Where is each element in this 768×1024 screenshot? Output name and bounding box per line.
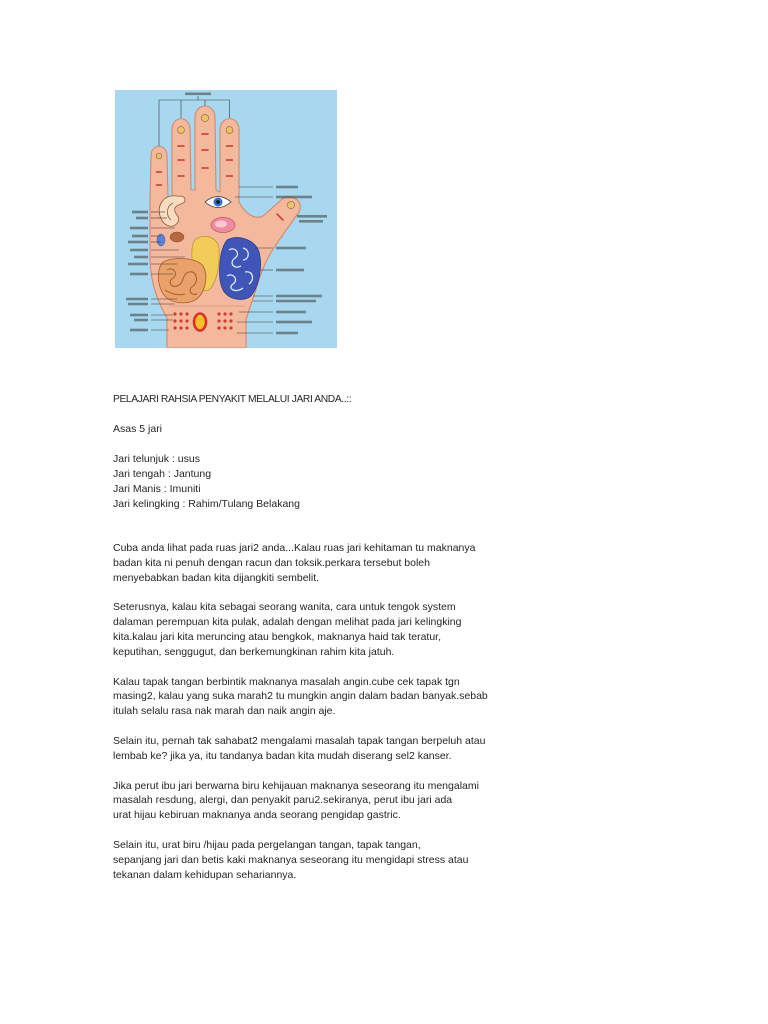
paragraph-line: urat hijau kebiruan maknanya anda seorang pengidap gastric. xyxy=(113,809,401,822)
wrist-dot xyxy=(229,326,232,329)
paragraph-line: menyebabkan badan kita dijangkiti sembelit. xyxy=(113,571,320,584)
wrist-dot xyxy=(185,326,188,329)
thumb-tip-point xyxy=(287,201,294,208)
paragraph xyxy=(113,779,673,824)
paragraph-line: Jika perut ibu jari berwarna biru kehijauan maknanya seseorang itu mengalami xyxy=(113,779,479,792)
tiny-label-mark xyxy=(126,298,148,301)
paragraph-line: lembab ke? jika ya, itu tandanya badan kita mudah diserang sel2 kanser. xyxy=(113,749,452,762)
paragraph-line: Cuba anda lihat pada ruas jari2 anda...Kalau ruas jari kehitaman tu maknanya xyxy=(113,542,476,555)
paragraph-line: dalaman perempuan kita pulak, adalah dengan melihat pada jari kelingking xyxy=(113,616,462,629)
hand-reflexology-figure xyxy=(115,90,337,348)
paragraph-line: masing2, kalau yang suka marah2 tu mungkin angin dalam badan banyak.sebab xyxy=(113,690,488,703)
lung-organ xyxy=(220,238,261,300)
finger-list-item: Jari Manis : Imuniti xyxy=(113,482,201,495)
wrist-dot xyxy=(229,319,232,322)
tiny-label-mark xyxy=(185,93,211,96)
paragraph xyxy=(113,734,673,764)
tiny-label-mark xyxy=(130,273,148,276)
tiny-label-mark xyxy=(128,263,148,266)
tiny-label-mark xyxy=(128,241,148,244)
little-finger-tip-point xyxy=(156,153,162,159)
paragraph-line: sepanjang jari dan betis kaki maknanya seseorang itu mengidapi stress atau xyxy=(113,853,469,866)
tiny-label-mark xyxy=(276,311,306,314)
tiny-label-mark xyxy=(134,256,148,259)
wrist-dot xyxy=(185,312,188,315)
index-finger-tip-point xyxy=(226,127,233,134)
paragraph-line: kita.kalau jari kita meruncing atau bengkok, maknanya haid tak teratur, xyxy=(113,631,442,644)
throat-organ xyxy=(211,218,235,233)
middle-finger-tip-point xyxy=(201,114,208,121)
wrist-dot xyxy=(223,326,226,329)
wrist-dot xyxy=(185,319,188,322)
paragraph-line: Selain itu, pernah tak sahabat2 mengalami masalah tapak tangan berpeluh atau xyxy=(113,735,486,747)
tiny-label-mark xyxy=(276,295,322,298)
tiny-label-mark xyxy=(276,269,304,272)
paragraph xyxy=(113,541,673,586)
tiny-label-mark xyxy=(276,247,306,250)
wrist-dot xyxy=(173,326,176,329)
tiny-label-mark xyxy=(276,196,312,199)
wrist-dot xyxy=(179,326,182,329)
tiny-label-mark xyxy=(130,227,148,230)
paragraph-line: Selain itu, urat biru /hijau pada pergelangan tangan, tapak tangan, xyxy=(113,838,421,851)
wrist-dot xyxy=(217,326,220,329)
paragraph-line: masalah resdung, alergi, dan penyakit paru2.sekiranya, perut ibu jari ada xyxy=(113,794,453,807)
tiny-label-mark xyxy=(299,220,323,223)
gall-bladder-organ xyxy=(170,232,184,242)
tiny-label-mark xyxy=(297,215,327,218)
paragraph-line: keputihan, senggugut, dan berkemungkinan rahim kita jatuh. xyxy=(113,645,395,658)
tiny-label-mark xyxy=(276,321,312,324)
paragraph-line: itulah selalu rasa nak marah dan naik angin aje. xyxy=(113,705,336,718)
wrist-dot xyxy=(229,312,232,315)
wrist-dot xyxy=(179,319,182,322)
wrist-center-marker xyxy=(194,314,206,331)
eye-pupil xyxy=(216,200,220,204)
section-subtitle: Asas 5 jari xyxy=(113,423,163,436)
wrist-dot xyxy=(173,319,176,322)
tiny-label-mark xyxy=(132,235,148,238)
ring-finger-tip-point xyxy=(178,127,185,134)
wrist-dot xyxy=(223,312,226,315)
tiny-label-mark xyxy=(276,332,298,335)
paragraph-line: Seterusnya, kalau kita sebagai seorang wanita, cara untuk tengok system xyxy=(113,601,456,614)
tiny-label-mark xyxy=(130,329,148,332)
tiny-label-mark xyxy=(132,211,148,214)
paragraph xyxy=(113,838,673,883)
finger-list-item: Jari kelingking : Rahim/Tulang Belakang xyxy=(113,497,300,510)
paragraph xyxy=(113,600,673,659)
finger-list-item: Jari telunjuk : usus xyxy=(113,452,200,465)
finger-list xyxy=(113,452,673,511)
paragraph-line: Kalau tapak tangan berbintik maknanya masalah angin.cube cek tapak tgn xyxy=(113,675,460,688)
finger-list-item: Jari tengah : Jantung xyxy=(113,467,212,480)
wrist-dot xyxy=(223,319,226,322)
paragraph-line: tekanan dalam kehidupan sehariannya. xyxy=(113,868,297,881)
tiny-label-mark xyxy=(276,300,316,303)
tiny-label-mark xyxy=(128,303,148,306)
paragraph xyxy=(113,675,673,720)
intestines-organ xyxy=(158,259,205,303)
paragraph-line: badan kita ni penuh dengan racun dan toksik.perkara tersebut boleh xyxy=(113,556,430,569)
tiny-label-mark xyxy=(134,319,148,322)
wrist-dot xyxy=(179,312,182,315)
wrist-dot xyxy=(217,312,220,315)
wrist-dot xyxy=(173,312,176,315)
throat-inner xyxy=(215,221,227,228)
tiny-label-mark xyxy=(130,314,148,317)
tiny-label-mark xyxy=(136,217,148,220)
article-body xyxy=(113,393,673,883)
wrist-dot xyxy=(217,319,220,322)
tiny-label-mark xyxy=(276,186,298,189)
article-title: PELAJARI RAHSIA PENYAKIT MELALUI JARI ANDA..:: xyxy=(113,393,352,405)
tiny-label-mark xyxy=(130,249,148,252)
